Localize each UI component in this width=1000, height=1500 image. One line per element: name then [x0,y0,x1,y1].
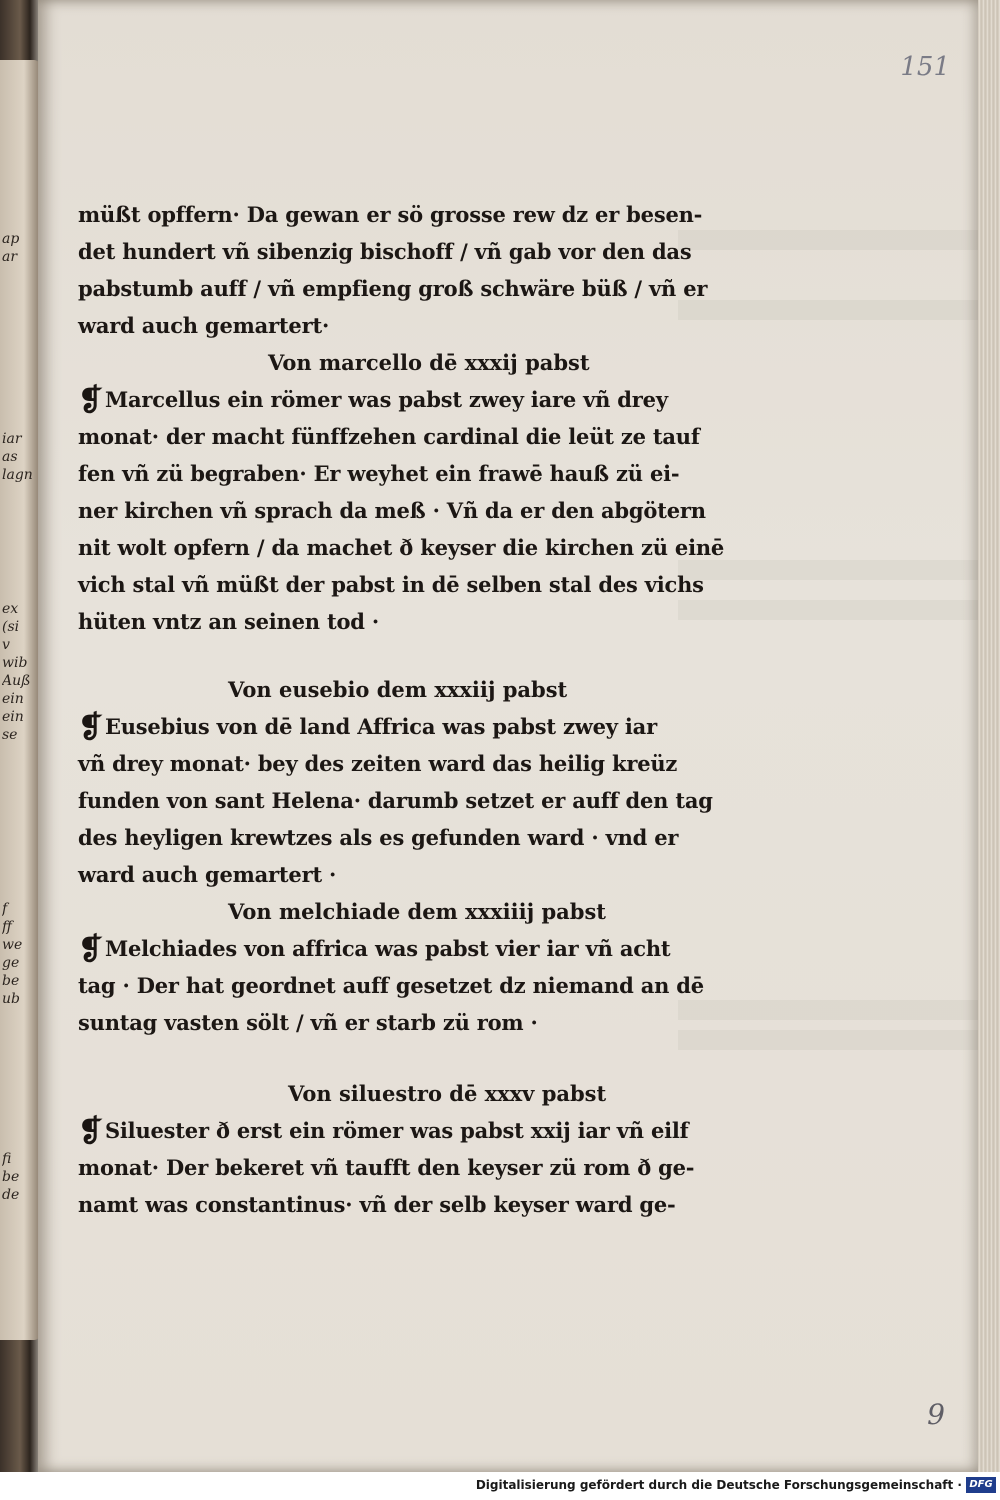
margin-fragment: iar as lagn [2,431,33,483]
facing-page-edge [0,60,40,1340]
section-gap [78,640,688,671]
text-line: fen vñ zü begraben· Er weyhet ein frawē hauß zü ei- [78,461,680,486]
text-line: pabstumb auff / vñ empfieng groß schwäre büß / vñ er [78,276,708,301]
text-line: monat· der macht fünffzehen cardinal die leüt ze tauf [78,424,700,449]
text-line: müßt opffern· Da gewan er sö grosse rew dz er besen- [78,202,703,227]
pilcrow-icon: ❡ [78,1114,103,1149]
signature-mark: 9 [927,1398,945,1431]
show-through [678,1030,978,1050]
text-line: tag · Der hat geordnet auff gesetzet dz niemand an dē [78,973,704,998]
text-line: ward auch gemartert· [78,313,330,338]
text-line: funden von sant Helena· darumb setzet er auff den tag [78,788,713,813]
dfg-logo: DFG [966,1477,996,1493]
text-line [78,930,688,967]
pilcrow-icon: ❡ [78,932,103,967]
text-line-content: Eusebius von dē land Affrica was pabst zwey iar [104,714,657,739]
show-through [678,230,978,250]
pilcrow-icon: ❡ [78,383,103,418]
text-line: vñ drey monat· bey des zeiten ward das heilig kreüz [78,751,678,776]
text-line: hüten vntz an seinen tod · [78,609,379,634]
text-line: suntag vasten sölt / vñ er starb zü rom · [78,1010,538,1035]
show-through [678,1000,978,1020]
text-line: ward auch gemartert · [78,862,337,887]
footer-bar [0,1472,1000,1500]
text-line: monat· Der bekeret vñ taufft den keyser zü rom ð ge- [78,1155,695,1180]
text-line [78,1112,688,1149]
text-line: des heyligen krewtzes als es gefunden ward · vnd er [78,825,679,850]
text-line: det hundert vñ sibenzig bischoff / vñ gab vor den das [78,239,692,264]
show-through [678,300,978,320]
pilcrow-icon: ❡ [78,710,103,745]
folio-number: 151 [900,52,950,82]
text-line: nit wolt opfern / da machet ð keyser die kirchen zü einē [78,535,725,560]
text-line: ner kirchen vñ sprach da meß · Vñ da er den abgötern [78,498,706,523]
margin-fragment: ap ar [2,231,20,265]
section-gap [78,1041,688,1075]
text-line: vich stal vñ müßt der pabst in dē selben stal des vichs [78,572,704,597]
section-heading: Von melchiade dem xxxiiij pabst [228,899,606,924]
section-heading: Von marcello dē xxxij pabst [268,350,590,375]
show-through [678,600,978,620]
text-line-content: Melchiades von affrica was pabst vier iar vñ acht [104,936,671,961]
section-heading: Von eusebio dem xxxiij pabst [228,677,568,702]
page-stack-edge [978,0,1000,1472]
text-line [78,708,688,745]
margin-fragment: ex (si v wib Auß ein ein se [2,601,31,743]
text-line-content: Marcellus ein römer was pabst zwey iare vñ drey [104,387,668,412]
funding-notice: Digitalisierung gefördert durch die Deutsche Forschungsgemeinschaft · [475,1478,962,1492]
section-heading: Von siluestro dē xxxv pabst [288,1081,607,1106]
text-column [78,196,725,1223]
text-line-content: Siluester ð erst ein römer was pabst xxij iar vñ eilf [104,1118,689,1143]
margin-fragment: f ff we ge be ub [2,901,23,1007]
text-line: namt was constantinus· vñ der selb keyser ward ge- [78,1192,676,1217]
text-line [78,381,688,418]
show-through [678,560,978,580]
margin-fragment: fi be de [2,1151,20,1203]
